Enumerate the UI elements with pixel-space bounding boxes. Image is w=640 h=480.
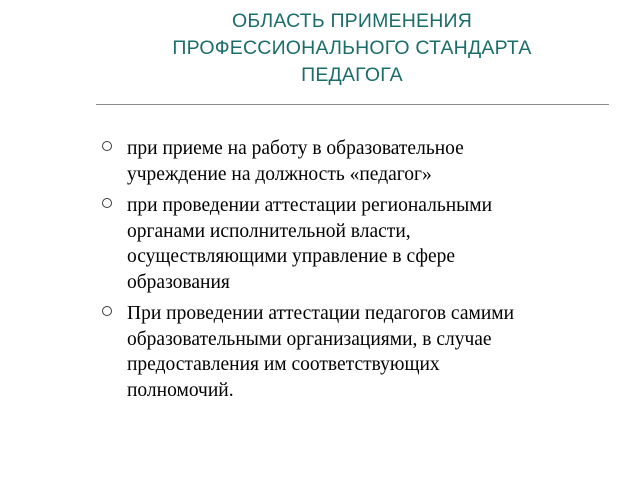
slide-title-line: ПЕДАГОГА — [301, 64, 403, 86]
bullet-text-line: органами исполнительной власти, — [127, 220, 411, 242]
bullet-text-line: образования — [127, 271, 230, 293]
circle-bullet-icon — [102, 306, 112, 316]
bullet-list — [102, 136, 582, 409]
bullet-text-line: осуществляющими управление в сфере — [127, 246, 456, 267]
bullet-item — [102, 193, 582, 295]
bullet-item — [102, 136, 582, 187]
bullet-text-line: при проведении аттестации региональными — [127, 195, 493, 216]
bullet-text-line: образовательными организациями, в случае — [127, 328, 492, 350]
title-divider — [96, 104, 609, 105]
bullet-text-line: при приеме на работу в образовательное — [127, 138, 464, 159]
bullet-text-line: предоставления им соответствующих — [127, 354, 440, 375]
bullet-text-line: полномочий. — [127, 379, 234, 401]
bullet-text-line: учреждение на должность «педагог» — [127, 163, 432, 185]
slide-title-line: ПРОФЕССИОНАЛЬНОГО СТАНДАРТА — [172, 37, 532, 59]
bullet-item — [102, 301, 582, 403]
slide-title — [96, 8, 608, 89]
circle-bullet-icon — [102, 141, 112, 151]
circle-bullet-icon — [102, 198, 112, 208]
bullet-text-line: При проведении аттестации педагогов самими — [127, 303, 515, 324]
slide-title-line: ОБЛАСТЬ ПРИМЕНЕНИЯ — [231, 10, 473, 32]
